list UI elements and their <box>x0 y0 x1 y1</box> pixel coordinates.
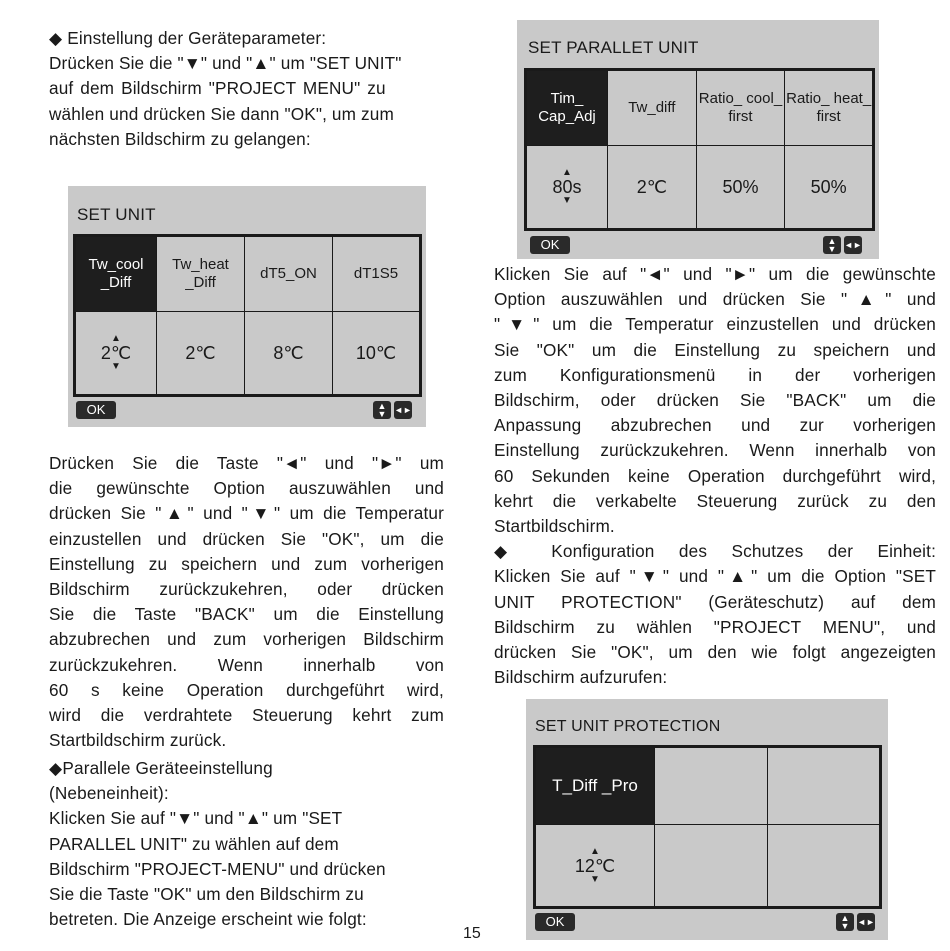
header-cell-empty[interactable] <box>655 747 768 825</box>
parameter-table <box>524 68 875 231</box>
value-text: 80s <box>552 177 582 197</box>
parameter-table <box>73 234 422 397</box>
value-cell[interactable]: 50% <box>785 146 874 230</box>
parameter-table <box>533 745 882 909</box>
text-line: Einstellung zu speichern und zum vorherigen <box>49 553 444 574</box>
text-line: Klicken Sie auf "▼" und "▲" um die Option "SET <box>494 566 936 587</box>
value-cell[interactable] <box>75 312 157 396</box>
text-line: Anpassung abzubrechen und zur vorherigen <box>494 415 936 436</box>
value-text: 2℃ <box>100 343 132 363</box>
value-cell[interactable]: 2℃ <box>608 146 697 230</box>
text-line: drücken Sie "▲" und "▼" um die Temperatur <box>49 503 444 524</box>
value-cell[interactable] <box>655 825 768 908</box>
ok-button[interactable]: OK <box>535 913 575 931</box>
value-cell[interactable]: 10℃ <box>333 312 421 396</box>
text-line: ◆Parallele Geräteeinstellung <box>49 758 273 778</box>
left-right-icon: ◄► <box>857 913 875 931</box>
value-cell[interactable]: 8℃ <box>245 312 333 396</box>
text-line: die gewünschte Option auszuwählen und <box>49 478 444 499</box>
set-unit-instructions <box>49 451 444 753</box>
text-line: einzustellen und drücken Sie "OK", um die <box>49 528 444 549</box>
text-line: betreten. Die Anzeige erscheint wie folgt: <box>49 909 367 930</box>
left-right-icon: ◄► <box>394 401 412 419</box>
up-down-icon: ▲ ▼ <box>823 236 841 254</box>
text-line: Sie die Taste "OK" um den Bildschirm zu <box>49 884 364 905</box>
text-line: UNIT PROTECTION" (Geräteschutz) auf dem <box>494 591 936 612</box>
ok-button[interactable]: OK <box>76 401 116 419</box>
screen-title: SET UNIT <box>77 205 156 224</box>
text-line: Einstellung zurückzukehren. Wenn innerhalb von <box>494 440 936 461</box>
text-line: Drücken Sie die Taste "◄" und "►" um <box>49 453 444 473</box>
page-number: 15 <box>463 925 481 942</box>
text-line: "▼" um die Temperatur einzustellen und drücken <box>494 314 936 335</box>
header-cell-ratio-heat-first[interactable]: Ratio_ heat_ first <box>785 70 874 146</box>
parallel-unit-paragraph <box>49 756 444 932</box>
header-cell-empty[interactable] <box>768 747 881 825</box>
text-line: Bildschirm aufzurufen: <box>494 667 668 688</box>
header-cell-tim-cap-adj[interactable]: Tim_ Cap_Adj <box>526 70 608 146</box>
text-line: 60 Sekunden keine Operation durchgeführt wird, <box>494 465 936 486</box>
header-cell-tw-cool-diff[interactable]: Tw_cool _Diff <box>75 236 157 312</box>
ok-button[interactable]: OK <box>530 236 570 254</box>
text-line: Option auszuwählen und drücken Sie "▲" und <box>494 289 936 310</box>
header-cell-dt5-on[interactable]: dT5_ON <box>245 236 333 312</box>
text-line: 60 s keine Operation durchgeführt wird, <box>49 679 444 700</box>
value-cell[interactable] <box>526 146 608 230</box>
up-arrow-icon: ▲ <box>562 167 572 178</box>
text-line: Startbildschirm. <box>494 516 615 537</box>
text-line: PARALLEL UNIT" zu wählen auf dem <box>49 833 339 854</box>
header-cell-tw-heat-diff[interactable]: Tw_heat _Diff <box>157 236 245 312</box>
text-line: Sie "OK" um die Einstellung zu speichern und <box>494 339 936 360</box>
set-unit-protection-screen <box>526 699 888 940</box>
value-cell[interactable]: 50% <box>696 146 785 230</box>
up-down-icon: ▲ ▼ <box>373 401 391 419</box>
nav-icons <box>373 401 412 419</box>
text-line: auf dem Bildschirm "PROJECT MENU" zu <box>49 78 386 99</box>
value-cell[interactable]: 2℃ <box>157 312 245 396</box>
text-line: Drücken Sie die "▼" und "▲" um "SET UNIT" <box>49 53 402 74</box>
parallel-and-protection-instructions <box>494 262 936 690</box>
header-cell-ratio-cool-first[interactable]: Ratio_ cool_ first <box>696 70 785 146</box>
up-arrow-icon: ▲ <box>111 333 121 344</box>
intro-paragraph <box>49 26 444 152</box>
up-down-icon: ▲ ▼ <box>836 913 854 931</box>
text-line: Bildschirm zu wählen "PROJECT MENU", und <box>494 616 936 637</box>
nav-icons <box>823 236 862 254</box>
text-line: Sie die Taste "BACK" um die Einstellung <box>49 604 444 625</box>
screen-title: SET UNIT PROTECTION <box>535 718 721 735</box>
text-line: drücken Sie "OK", um den wie folgt angezeigten <box>494 642 936 663</box>
down-arrow-icon: ▼ <box>111 361 121 372</box>
text-line: ◆ Einstellung der Geräteparameter: <box>49 28 327 48</box>
text-line: Bildschirm zurückzukehren, oder drücken <box>49 579 444 600</box>
text-line: Bildschirm, oder drücken Sie "BACK" um die <box>494 390 936 411</box>
header-cell-t-diff-pro[interactable]: T_Diff _Pro <box>535 747 655 825</box>
header-cell-tw-diff[interactable]: Tw_diff <box>608 70 697 146</box>
value-cell[interactable] <box>535 825 655 908</box>
down-arrow-icon: ▼ <box>590 873 600 885</box>
text-line: Klicken Sie auf "▼" und "▲" um "SET <box>49 808 343 829</box>
header-cell-dt1s5[interactable]: dT1S5 <box>333 236 421 312</box>
down-arrow-icon: ▼ <box>562 195 572 206</box>
text-line: kehrt die verkabelte Steuerung zurück zu den <box>494 490 936 511</box>
text-line: Klicken Sie auf "◄" und "►" um die gewünschte <box>494 264 936 284</box>
text-line: zum Konfigurationsmenü in der vorherigen <box>494 364 936 385</box>
text-line: abzubrechen und zum vorherigen Bildschirm <box>49 629 444 650</box>
text-line: ◆ Konfiguration des Schutzes der Einheit: <box>494 541 936 562</box>
nav-icons <box>836 913 875 931</box>
text-line: wählen und drücken Sie dann "OK", um zum <box>49 103 394 124</box>
text-line: Bildschirm "PROJECT-MENU" und drücken <box>49 858 386 879</box>
text-line: Startbildschirm zurück. <box>49 730 227 751</box>
set-unit-screen <box>68 186 426 427</box>
screen-title: SET PARALLET UNIT <box>528 38 699 57</box>
value-cell[interactable] <box>768 825 881 908</box>
left-right-icon: ◄► <box>844 236 862 254</box>
set-parallel-unit-screen <box>517 20 879 259</box>
value-text: 12℃ <box>574 855 616 876</box>
text-line: nächsten Bildschirm zu gelangen: <box>49 128 311 149</box>
up-arrow-icon: ▲ <box>590 845 600 857</box>
text-line: wird die verdrahtete Steuerung kehrt zum <box>49 705 444 726</box>
text-line: (Nebeneinheit): <box>49 783 169 804</box>
text-line: zurückzukehren. Wenn innerhalb von <box>49 654 444 675</box>
